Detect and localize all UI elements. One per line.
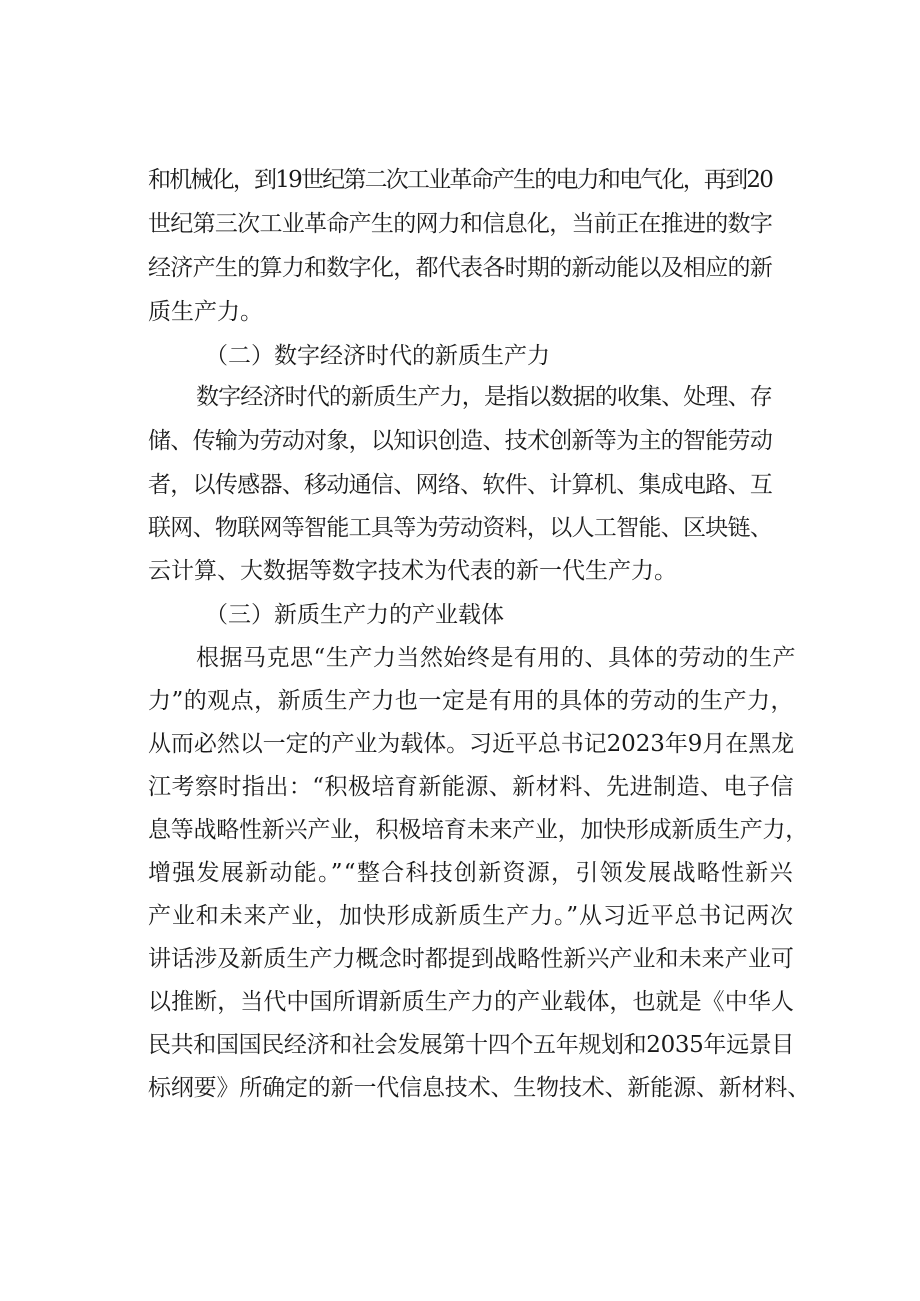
- paragraph-2-line: [0, 375, 920, 419]
- paragraph-2-line: [0, 419, 920, 463]
- paragraph-3-line-text: 根据马克思“生产力当然始终是有用的、具体的劳动的生产: [196, 645, 797, 671]
- paragraph-3-line-text: 产业和未来产业，加快形成新质生产力。”从习近平总书记两次: [148, 903, 794, 929]
- paragraph-3-line: [0, 722, 920, 766]
- paragraph-2-line-text: 云计算、大数据等数字技术为代表的新一代生产力。: [148, 558, 677, 584]
- paragraph-3-line: [0, 937, 920, 981]
- paragraph-3-line: [0, 765, 920, 809]
- paragraph-1-line: [0, 290, 920, 334]
- paragraph-1-line-text: 世纪第三次工业革命产生的网力和信息化，当前正在推进的数字: [148, 211, 773, 237]
- paragraph-2-line-text: 联网、物联网等智能工具等为劳动资料，以人工智能、区块链、: [148, 515, 773, 541]
- paragraph-3-line: [0, 894, 920, 938]
- section-heading-3-text: （三）新质生产力的产业载体: [205, 602, 504, 628]
- paragraph-1-line-text: 质生产力。: [148, 299, 263, 325]
- paragraph-1-line: [0, 158, 920, 202]
- paragraph-3-line-text: 息等战略性新兴产业，积极培育未来产业，加快形成新质生产力，: [148, 817, 809, 843]
- paragraph-3-line-text: 增强发展新动能。”“整合科技创新资源，引领发展战略性新兴: [148, 860, 794, 886]
- paragraph-3-line: [0, 980, 920, 1024]
- paragraph-3-line-text: 讲话涉及新质生产力概念时都提到战略性新兴产业和未来产业可: [148, 946, 794, 972]
- paragraph-1-line: [0, 246, 920, 290]
- paragraph-3-line: [0, 851, 920, 895]
- paragraph-3-line: [0, 636, 920, 680]
- paragraph-1-line-text: 经济产生的算力和数字化，都代表各时期的新动能以及相应的新: [148, 255, 773, 281]
- section-heading-2: [0, 334, 920, 378]
- paragraph-2-line-text: 者，以传感器、移动通信、网络、软件、计算机、集成电路、互: [148, 472, 773, 498]
- paragraph-3-line-text: 标纲要》所确定的新一代信息技术、生物技术、新能源、新材料、: [148, 1075, 811, 1101]
- paragraph-2-line-text: 数字经济时代的新质生产力，是指以数据的收集、处理、存: [196, 384, 772, 410]
- paragraph-3-line-text: 江考察时指出：“积极培育新能源、新材料、先进制造、电子信: [148, 774, 794, 800]
- paragraph-3-line: [0, 1023, 920, 1067]
- paragraph-1-line-text: 和机械化，到19世纪第二次工业革命产生的电力和电气化，再到20: [148, 167, 773, 193]
- paragraph-3-line-text: 力”的观点，新质生产力也一定是有用的具体的劳动的生产力，: [148, 688, 794, 714]
- paragraph-3-line: [0, 808, 920, 852]
- paragraph-2-line: [0, 463, 920, 507]
- paragraph-1-line: [0, 202, 920, 246]
- paragraph-2-line: [0, 506, 920, 550]
- paragraph-2-line-text: 储、传输为劳动对象，以知识创造、技术创新等为主的智能劳动: [148, 428, 773, 454]
- section-heading-2-text: （二）数字经济时代的新质生产力: [205, 343, 550, 369]
- paragraph-3-line-text: 从而必然以一定的产业为载体。习近平总书记2023年9月在黑龙: [148, 731, 795, 757]
- paragraph-3-line: [0, 679, 920, 723]
- paragraph-3-line-text: 以推断，当代中国所谓新质生产力的产业载体，也就是《中华人: [148, 989, 794, 1015]
- paragraph-3-line: [0, 1066, 920, 1110]
- paragraph-3-line-text: 民共和国国民经济和社会发展第十四个五年规划和2035年远景目: [148, 1032, 795, 1058]
- section-heading-3: [0, 593, 920, 637]
- paragraph-2-line: [0, 549, 920, 593]
